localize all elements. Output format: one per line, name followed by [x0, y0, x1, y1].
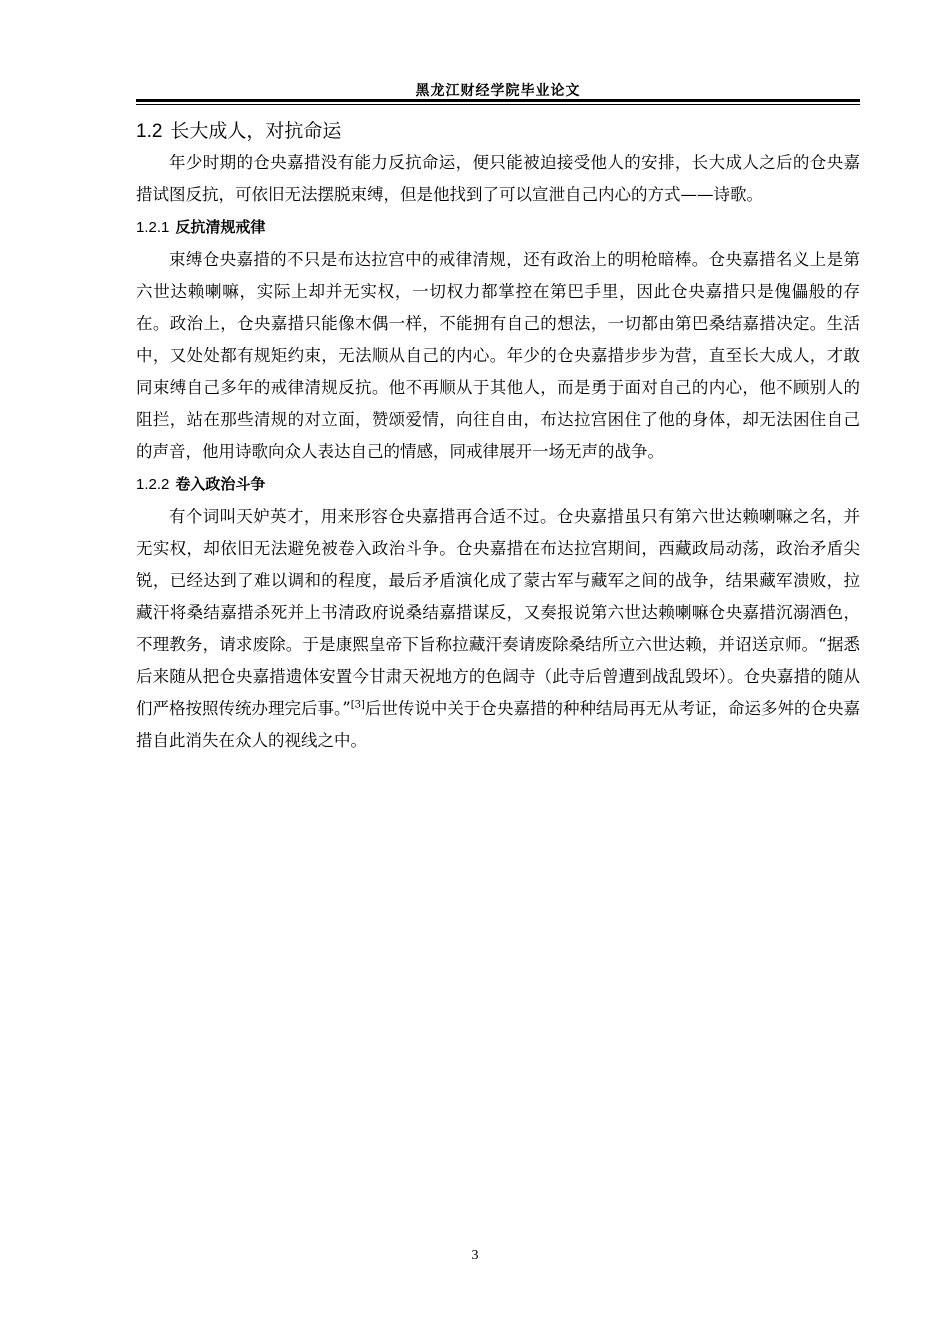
section-heading-1-2	[136, 116, 860, 147]
section-heading-1-2-2	[136, 468, 860, 501]
body-paragraph: 年少时期的仓央嘉措没有能力反抗命运，便只能被迫接受他人的安排，长大成人之后的仓央嘉措试图反抗，可依旧无法摆脱束缚，但是他找到了可以宣泄自己内心的方式——诗歌。	[136, 153, 860, 204]
section-number: 1.2	[136, 121, 163, 142]
paragraph-text: 后世传说中关于仓央嘉措的种种结局再无从考证，命运多舛的仓央嘉措自此消失在众人的视线之中。	[136, 699, 861, 750]
section-number: 1.2.2	[136, 476, 170, 493]
page-header-title: 黑龙江财经学院毕业论文	[415, 83, 581, 99]
citation-reference: [3]	[350, 699, 365, 711]
body-paragraph: 束缚仓央嘉措的不只是布达拉宫中的戒律清规，还有政治上的明枪暗棒。仓央嘉措名义上是第六世达赖喇嘛，实际上却并无实权，一切权力都掌控在第巴手里，因此仓央嘉措只是傀儡般的存在。政治上，仓央嘉措只能像木偶一样，不能拥有自己的想法，一切都由第巴桑结嘉措决定。生活中，又处处都有规矩约束，无法顺从自己的内心。年少的仓央嘉措步步为营，直至长大成人，才敢同束缚自己多年的戒律清规反抗。他不再顺从于其他人，而是勇于面对自己的内心，他不顾别人的阻拦，站在那些清规的对立面，赞颂爱情，向往自由，布达拉宫困住了他的身体，却无法困住自己的声音，他用诗歌向众人表达自己的情感，同戒律展开一场无声的战争。	[136, 250, 860, 461]
header-rule-thin	[136, 104, 860, 105]
section-title: 长大成人，对抗命运	[170, 120, 342, 142]
document-body	[136, 116, 860, 757]
body-paragraph	[136, 501, 860, 757]
header-rule-thick	[136, 99, 860, 102]
section-number: 1.2.1	[136, 219, 170, 236]
section-title: 卷入政治斗争	[175, 475, 266, 493]
section-heading-1-2-1	[136, 211, 860, 244]
paragraph-text: 有个词叫天妒英才，用来形容仓央嘉措再合适不过。仓央嘉措虽只有第六世达赖喇嘛之名，并无实权，却依旧无法避免被卷入政治斗争。仓央嘉措在布达拉宫期间，西藏政局动荡，政治矛盾尖锐，已经达到了难以调和的程度，最后矛盾演化成了蒙古军与藏军之间的战争，结果藏军溃败，拉藏汗将桑结嘉措杀死并上书清政府说桑结嘉措谋反，又奏报说第六世达赖喇嘛仓央嘉措沉溺酒色，不理教务，请求废除。于是康熙皇帝下旨称拉藏汗奏请废除桑结所立六世达赖，并诏送京师。“据悉后来随从把仓央嘉措遗体安置今甘肃天祝地方的色阔寺（此寺后曾遭到战乱毁坏）。仓央嘉措的随从们严格按照传统办理完后事。”	[136, 507, 860, 718]
page-number: 3	[471, 1248, 479, 1263]
section-title: 反抗清规戒律	[175, 218, 266, 236]
